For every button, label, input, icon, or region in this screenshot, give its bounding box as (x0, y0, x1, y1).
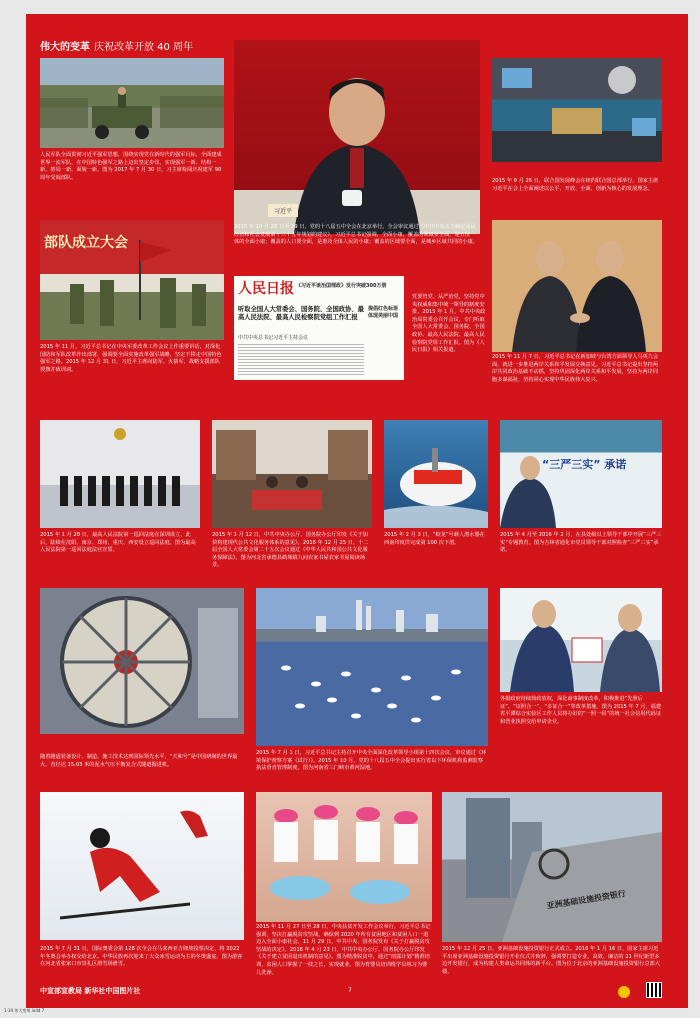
caption-library: 2015 年 1 月 12 日，中共中央办公厅、国务院办公厅印发《关于加快构建现代公共文化服务体系的意见》。2016 年 12 月 25 日，十二届全国人大常委会第二十五次会议通过《中华人民共和国公共文化服务保障法》。图为河北省承德县鹤城镇九间农家书屋农家书屋阅读场景。 (212, 532, 369, 569)
officials-writing-icon (500, 420, 662, 528)
caption-circuit-court: 2015 年 1 月 28 日，最高人民法院第一巡回法庭在深圳成立，此后，陆续在沈阳、南京、郑州、重庆、西安设立巡回法庭。图为最高人民法院第一巡回法庭法官宣誓。 (40, 532, 196, 554)
caption-jiaolong: 2015 年 2 月 3 日，“蛟龙”号载人潜水器在西南印度洋完成第 100 次下潜。 (384, 532, 485, 546)
caption-promise: 2015 年 4 月至 2016 年 2 月，在县处级以上领导干部中开展“三严三实”专题教育。图为吉林省通化市党员领导干部对照检查“三严三实”承诺。 (500, 532, 662, 554)
caption-newspaper: 党要管党、从严治党，坚持党中央权威和集中统一领导的制度安排。2015 年 1 月，中共中央政治局常委会召开会议，专门听取全国人大常委会、国务院、全国政协、最高人民法院、最高人民检察院党组工作汇报。图为《人民日报》相关报道。 (412, 294, 486, 354)
newspaper-body-lines (238, 344, 364, 376)
newspaper-headline-2: 听取全国人大常委会、国务院、全国政协、最高人民法院、最高人民检察院党组工作汇报 (238, 306, 364, 321)
caption-army-reform: 2015 年 11 月，习近平总书记在中央军委改革工作会议上作重要讲话，对深化国防和军队改革作出部署，强调要全面实施改革强军战略，坚定不移走中国特色强军之路。2015 年 12 月 31 日，习近平主席向陆军、火箭军、战略支援部队授旗并致训词。 (40, 344, 222, 373)
header-subtitle: 庆祝改革开放 40 周年 (94, 42, 194, 53)
footer-publisher: 中宣部宣教局 新华社中国图片社 (40, 987, 141, 995)
photo-circuit-court (40, 420, 200, 528)
photo-skiing (40, 792, 244, 940)
qr-code-icon (646, 982, 662, 998)
photo-military-parade (40, 58, 224, 148)
aiib-logo-icon (442, 792, 662, 942)
newspaper-sidebar: 提倡红色标语体现美丽中国 (368, 306, 399, 319)
trainees-icon (256, 792, 432, 922)
caption-military: 人民军队全面贯彻习近平强军思想，围绕实现党在新时代的强军目标，全面建成世界一流军队，在中国特色强军之路上迈出坚定步伐，实现强军一新、结构一新、格局一新、面貌一新。图为 2017 年 7 月 30 日，习主席检阅庆祝建军 90 周年受阅部队。 (40, 152, 222, 181)
caption-un: 2015 年 9 月 26 日，联合国发展峰会在纽约联合国总部举行，国家主席习近平在会上全面阐述以公平、开放、全面、创新为核心的发展理念。 (492, 178, 659, 192)
caption-plenary: 2015 年 10 月 26 日至 29 日，党的十八届五中全会在北京举行。全会审议通过《中共中央关于制定国民经济和社会发展第十三个五年规划的建议》。习近平总书记强调，全面小康，覆盖的领域要全面，是五位一体的全面小康；覆盖的人口要全面，是惠及全体人民的小康；覆盖的区域要全面，是城乡区域共同的小康。 (234, 224, 478, 246)
swans-icon (256, 588, 488, 746)
submersible-icon (384, 420, 488, 528)
reading-room-icon (212, 420, 372, 528)
photo-business-license (500, 588, 662, 692)
caption-wetland: 2015 年 7 月 1 日，习近平总书记主持召开中央全面深化改革领导小组第十四次会议，审议通过《环境保护督察方案（试行）》。2015 年 10 月，党的十八届五中全会提出实行省以下环保机构监测监察执法垂直管理制度。图为河南省三门峡市黄河湿地。 (256, 750, 487, 772)
handshake-figures-icon (492, 220, 662, 352)
parade-jeep-icon (40, 58, 224, 148)
newspaper-masthead: 人民日报 (238, 281, 294, 297)
skier-icon (40, 792, 244, 940)
photo-jiaolong-submersible (384, 420, 488, 528)
newspaper-clipping (234, 276, 404, 380)
license-handover-icon (500, 588, 662, 692)
promise-board-text: “三严三实” 承诺 (542, 458, 627, 471)
caption-cross-strait: 2015 年 11 月 7 日，习近平总书记在新加坡与台湾方面领导人马英九会面，就进一步推进两岸关系和平发展交换意见。习近平总书记提出坚持两岸共同政治基础不动摇，坚持巩固深化两岸关系和平发展，坚持为两岸同胞多谋福祉，坚持同心实现中华民族伟大复兴。 (492, 354, 659, 383)
poster-header (40, 38, 193, 53)
army-banner-text: 部队成立大会 (44, 235, 128, 251)
photo-library (212, 420, 372, 528)
caption-skiing: 2015 年 7 月 31 日，国际奥委会第 128 次全会在马来西亚吉隆坡投票决定，将 2022 年冬奥会举办权交给北京。中华民族再次迎来了大众冰雪运动为主的冬奥盛宴。图为游客在河北省张家口市崇礼区滑雪场滑雪。 (40, 946, 243, 968)
newspaper-headline-1: 《习近平谈治国理政》发行突破300万册 (296, 283, 387, 289)
header-title: 伟大的变革 (40, 42, 90, 53)
caption-aiib: 2015 年 12 月 25 日，亚洲基础设施投资银行正式成立。2016 年 1 月 16 日，国家主席习近平出席亚洲基础设施投资银行开业仪式并致辞，强调要打造专业、高效、廉洁的 21 世纪新型多边开发银行，成为构建人类命运共同体的新平台。图为位于北京的亚洲基础设施投资银行总部大楼。 (442, 946, 660, 975)
photo-army-reform (40, 220, 224, 340)
photo-swan-wetland (256, 588, 488, 746)
bank-sign-text: 亚洲基础设施投资银行 (545, 889, 627, 911)
photo-promise-board (500, 420, 662, 528)
soldiers-figure-icon (40, 220, 224, 340)
nameplate: 习近平 (268, 204, 298, 217)
newspaper-headline-3: 中共中央总书记习近平主持会议 (238, 335, 309, 341)
cutter-head-icon (40, 588, 244, 734)
print-trim-info: 1-34 伟大变革.indd 7 (4, 1008, 45, 1013)
poster (26, 14, 688, 1008)
page-number: 7 (348, 987, 352, 994)
caption-poverty: 2015 年 11 月 27 日至 28 日，中央扶贫开发工作会议举行。习近平总书记强调，坚决打赢脱贫攻坚战，确保到 2020 年所有贫困地区和贫困人口一道迈入全面小康社会。11 月 29 日，中共中央、国务院发布《关于打赢脱贫攻坚战的决定》。2016 年 4 月 23 日，中共中央办公厅、国务院办公厅印发《关于建立贫困退出机制的意见》。图为精准脱贫中，通过“雨露计划”精准培训，贫困人口掌握了一技之长，实现就业。图为育婴员培训班学员练习为婴儿洗澡。 (256, 924, 431, 976)
photo-plenary-session (234, 40, 480, 234)
caption-license: 各级政府持续简政放权，深化商事制度改革，积极推进“先照后证”、“证照合一”、“多证合一”等改革措施。图为 2015 年 7 月，福建省平潭综合实验区工作人员将办好的“一照一码”的统一社会信用代码证和营业执照交给申请企业。 (500, 696, 662, 725)
photo-cross-strait-meeting (492, 220, 662, 352)
photo-un-summit (492, 58, 662, 162)
caption-tunnel: 随着隧道装备设计、制造、施工技术达到国际领先水平，“天和号”是中国研制的世界最大、直径达 15.03 米的泥水气压平衡复合式隧道掘进机。 (40, 754, 238, 768)
photo-nanny-training (256, 792, 432, 922)
photo-aiib-building (442, 792, 662, 942)
xinhua-badge-icon (618, 986, 630, 998)
judges-row-icon (40, 420, 200, 528)
photo-tunnel-boring-machine (40, 588, 244, 734)
un-emblem-icon (492, 58, 662, 162)
